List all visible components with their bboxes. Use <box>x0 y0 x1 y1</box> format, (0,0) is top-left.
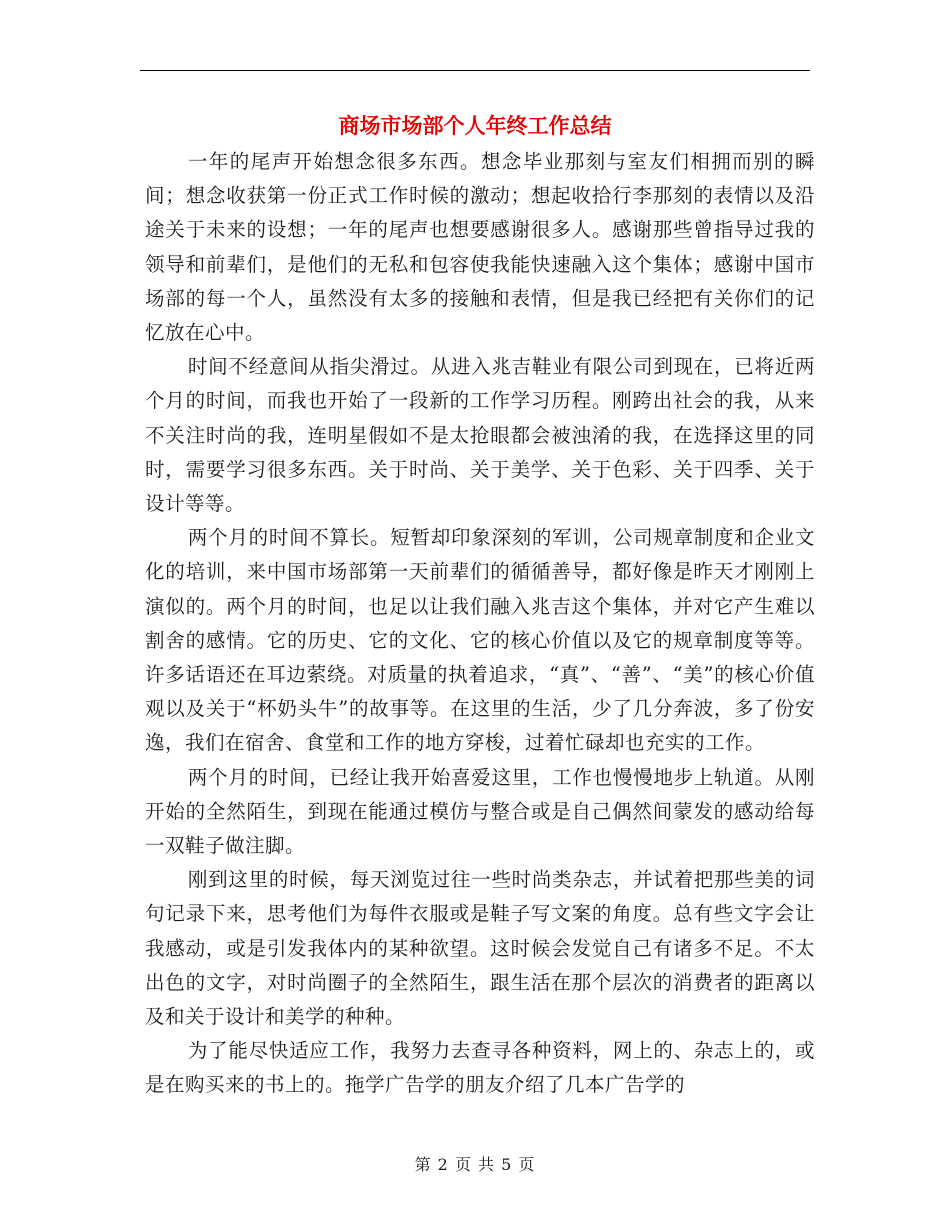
paragraph: 刚到这里的时候，每天浏览过往一些时尚类杂志，并试着把那些美的词句记录下来，思考他们为每件衣服或是鞋子写文案的角度。总有些文字会让我感动，或是引发我体内的某种欲望。这时候会发觉自己有诸多不足。不太出色的文字，对时尚圈子的全然陌生，跟生活在那个层次的消费者的距离以及和关于设计和美学的种种。 <box>145 868 815 1029</box>
document-title: 商场市场部个人年终工作总结 <box>338 114 612 138</box>
paragraph: 为了能尽快适应工作，我努力去查寻各种资料，网上的、杂志上的，或是在购买来的书上的。拖学广告学的朋友介绍了几本广告学的 <box>145 1039 815 1097</box>
paragraph: 两个月的时间，已经让我开始喜爱这里，工作也慢慢地步上轨道。从刚开始的全然陌生，到现在能通过模仿与整合或是自己偶然间蒙发的感动给每一双鞋子做注脚。 <box>145 765 815 858</box>
paragraph: 一年的尾声开始想念很多东西。想念毕业那刻与室友们相拥而别的瞬间；想念收获第一份正式工作时候的激动；想起收拾行李那刻的表情以及沿途关于未来的设想；一年的尾声也想要感谢很多人。感谢那些曾指导过我的领导和前辈们，是他们的无私和包容使我能快速融入这个集体；感谢中国市场部的每一个人，虽然没有太多的接触和表情，但是我已经把有关你们的记忆放在心中。 <box>145 150 815 345</box>
page-number-footer: 第 2 页 共 5 页 <box>414 1155 536 1174</box>
paragraph: 时间不经意间从指尖滑过。从进入兆吉鞋业有限公司到现在，已将近两个月的时间，而我也开始了一段新的工作学习历程。刚跨出社会的我，从来不关注时尚的我，连明星假如不是太抢眼都会被浊淆的我，在选择这里的同时，需要学习很多东西。关于时尚、关于美学、关于色彩、关于四季、关于设计等等。 <box>145 355 815 516</box>
paragraph: 两个月的时间不算长。短暂却印象深刻的军训，公司规章制度和企业文化的培训，来中国市场部第一天前辈们的循循善导，都好像是昨天才刚刚上演似的。两个月的时间，也足以让我们融入兆吉这个集体，并对它产生难以割舍的感情。它的历史、它的文化、它的核心价值以及它的规章制度等等。许多话语还在耳边萦绕。对质量的执着追求，“真”、“善”、“美”的核心价值观以及关于“杯奶头牛”的故事等。在这里的生活，少了几分奔波，多了份安逸，我们在宿舍、食堂和工作的地方穿梭，过着忙碌却也充实的工作。 <box>145 526 815 755</box>
header-rule <box>140 70 810 71</box>
document-body <box>145 145 815 1103</box>
